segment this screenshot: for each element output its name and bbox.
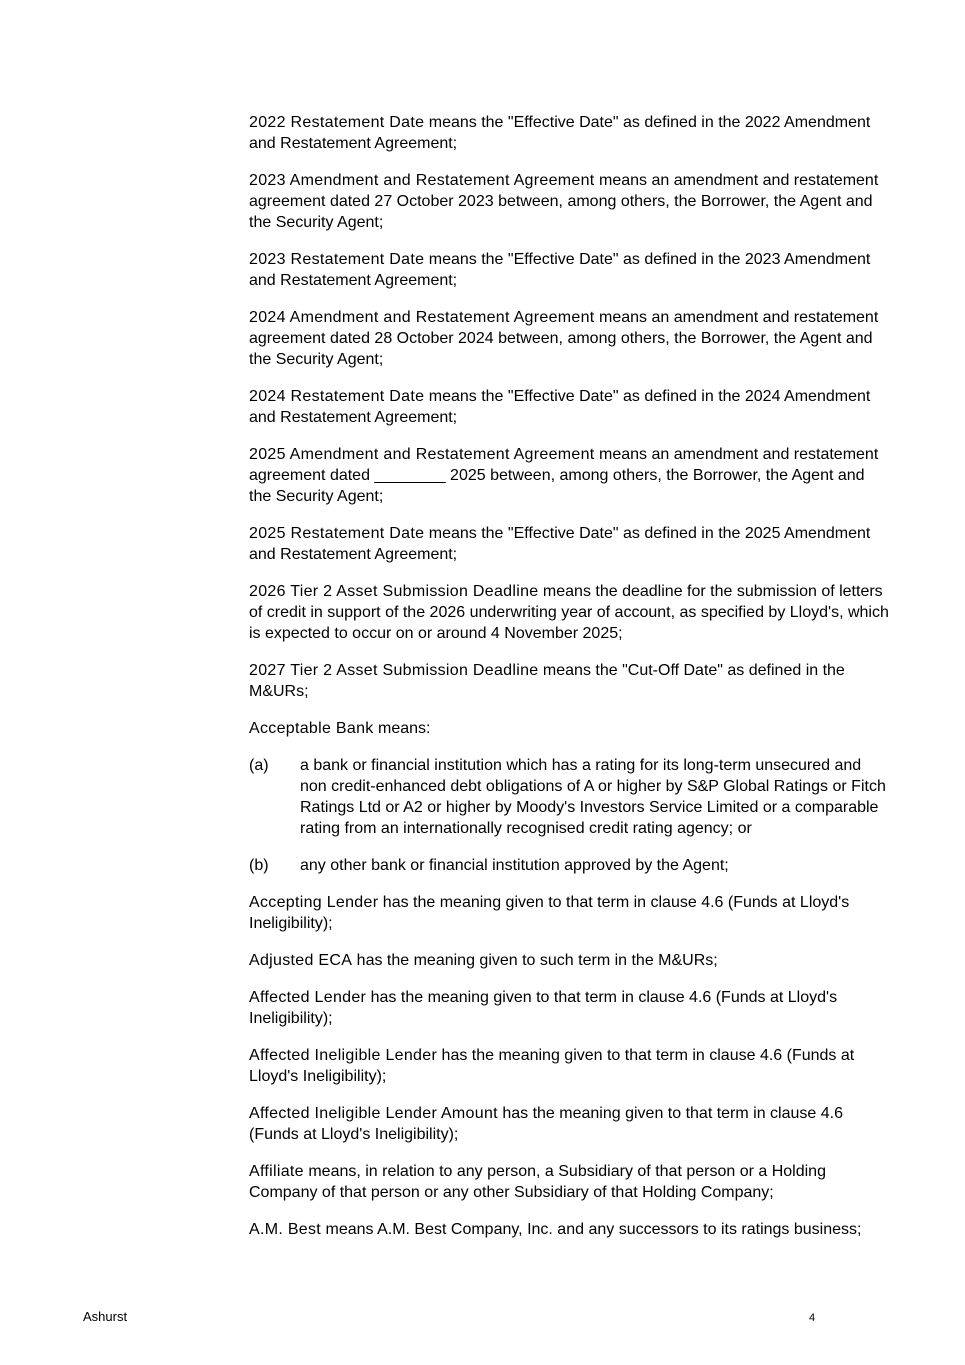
definition-paragraph [249, 1219, 889, 1240]
definition-paragraph [249, 170, 889, 233]
list-item-label: (b) [249, 857, 269, 874]
definition-text: has the meaning given to that term in clause 4.6 (Funds at Lloyd's Ineligibility); [249, 1105, 843, 1143]
definition-text: means: [373, 720, 431, 737]
document-body [249, 112, 889, 1256]
defined-term: Acceptable Bank [249, 720, 374, 737]
definition-paragraph [249, 307, 889, 370]
defined-term: Accepting Lender [249, 894, 379, 911]
definition-paragraph [249, 1103, 889, 1145]
definition-paragraph [249, 1161, 889, 1203]
definition-paragraph [249, 660, 889, 702]
definition-text: means the "Effective Date" as defined in the 2025 Amendment and Restatement Agreement; [249, 525, 871, 563]
definition-text: means the "Effective Date" as defined in the 2024 Amendment and Restatement Agreement; [249, 388, 871, 426]
definition-text: means an amendment and restatement agreement dated 28 October 2024 between, among others, the Borrower, the Agent and the Security Agent; [249, 309, 879, 368]
definition-text: means the "Cut-Off Date" as defined in the M&URs; [249, 662, 845, 700]
definition-text: means A.M. Best Company, Inc. and any successors to its ratings business; [321, 1221, 862, 1238]
defined-term: 2024 Restatement Date [249, 388, 425, 405]
definition-paragraph [249, 386, 889, 428]
definition-paragraph [249, 892, 889, 934]
definition-paragraph [249, 718, 889, 739]
defined-term: Affected Ineligible Lender [249, 1047, 438, 1064]
definition-text: has the meaning given to such term in the M&URs; [352, 952, 718, 969]
list-item [249, 855, 889, 876]
defined-term: 2027 Tier 2 Asset Submission Deadline [249, 662, 539, 679]
defined-term: Affiliate [249, 1163, 304, 1180]
definition-paragraph [249, 112, 889, 154]
list-item-text: a bank or financial institution which has a rating for its long-term unsecured and non credit-enhanced debt obligations of A or higher by S&P Global Ratings or Fitch Ratings Ltd or A2 or higher by Moody's Investors Service Limited or a comparable rating from an internationally recognised credit rating agency; or [300, 757, 886, 837]
definition-text: has the meaning given to that term in clause 4.6 (Funds at Lloyd's Ineligibility); [249, 989, 838, 1027]
list-item-text: any other bank or financial institution approved by the Agent; [300, 857, 729, 874]
defined-term: 2023 Amendment and Restatement Agreement [249, 172, 595, 189]
definition-paragraph [249, 581, 889, 644]
defined-term: Affected Lender [249, 989, 367, 1006]
definition-text: has the meaning given to that term in clause 4.6 (Funds at Lloyd's Ineligibility); [249, 894, 850, 932]
definition-text: means an amendment and restatement agreement dated 27 October 2023 between, among others, the Borrower, the Agent and the Security Agent; [249, 172, 879, 231]
definition-paragraph [249, 950, 889, 971]
defined-term: A.M. Best [249, 1221, 322, 1238]
definition-text: means the deadline for the submission of letters of credit in support of the 2026 underwriting year of account, as specified by Lloyd's, which is expected to occur on or around 4 November 2025; [249, 583, 889, 642]
defined-term: Adjusted ECA [249, 952, 353, 969]
definition-paragraph [249, 249, 889, 291]
definition-paragraph [249, 444, 889, 507]
definition-paragraph [249, 1045, 889, 1087]
definition-paragraph [249, 523, 889, 565]
definition-text: has the meaning given to that term in clause 4.6 (Funds at Lloyd's Ineligibility); [249, 1047, 855, 1085]
defined-term: 2025 Restatement Date [249, 525, 425, 542]
defined-term: Affected Ineligible Lender Amount [249, 1105, 498, 1122]
definition-text: means the "Effective Date" as defined in the 2023 Amendment and Restatement Agreement; [249, 251, 871, 289]
list-item [249, 755, 889, 839]
defined-term: 2024 Amendment and Restatement Agreement [249, 309, 595, 326]
defined-term: 2023 Restatement Date [249, 251, 425, 268]
defined-term: 2026 Tier 2 Asset Submission Deadline [249, 583, 539, 600]
definition-text: means, in relation to any person, a Subsidiary of that person or a Holding Company of that person or any other Subsidiary of that Holding Company; [249, 1163, 826, 1201]
footer-firm-name: Ashurst [83, 1309, 128, 1324]
definition-text: means an amendment and restatement agreement dated ________ 2025 between, among others, the Borrower, the Agent and the Security Agent; [249, 446, 879, 505]
defined-term: 2022 Restatement Date [249, 114, 425, 131]
list-item-label: (a) [249, 757, 269, 774]
definition-paragraph [249, 987, 889, 1029]
defined-term: 2025 Amendment and Restatement Agreement [249, 446, 595, 463]
page-number: 4 [809, 1312, 816, 1324]
definition-text: means the "Effective Date" as defined in the 2022 Amendment and Restatement Agreement; [249, 114, 871, 152]
